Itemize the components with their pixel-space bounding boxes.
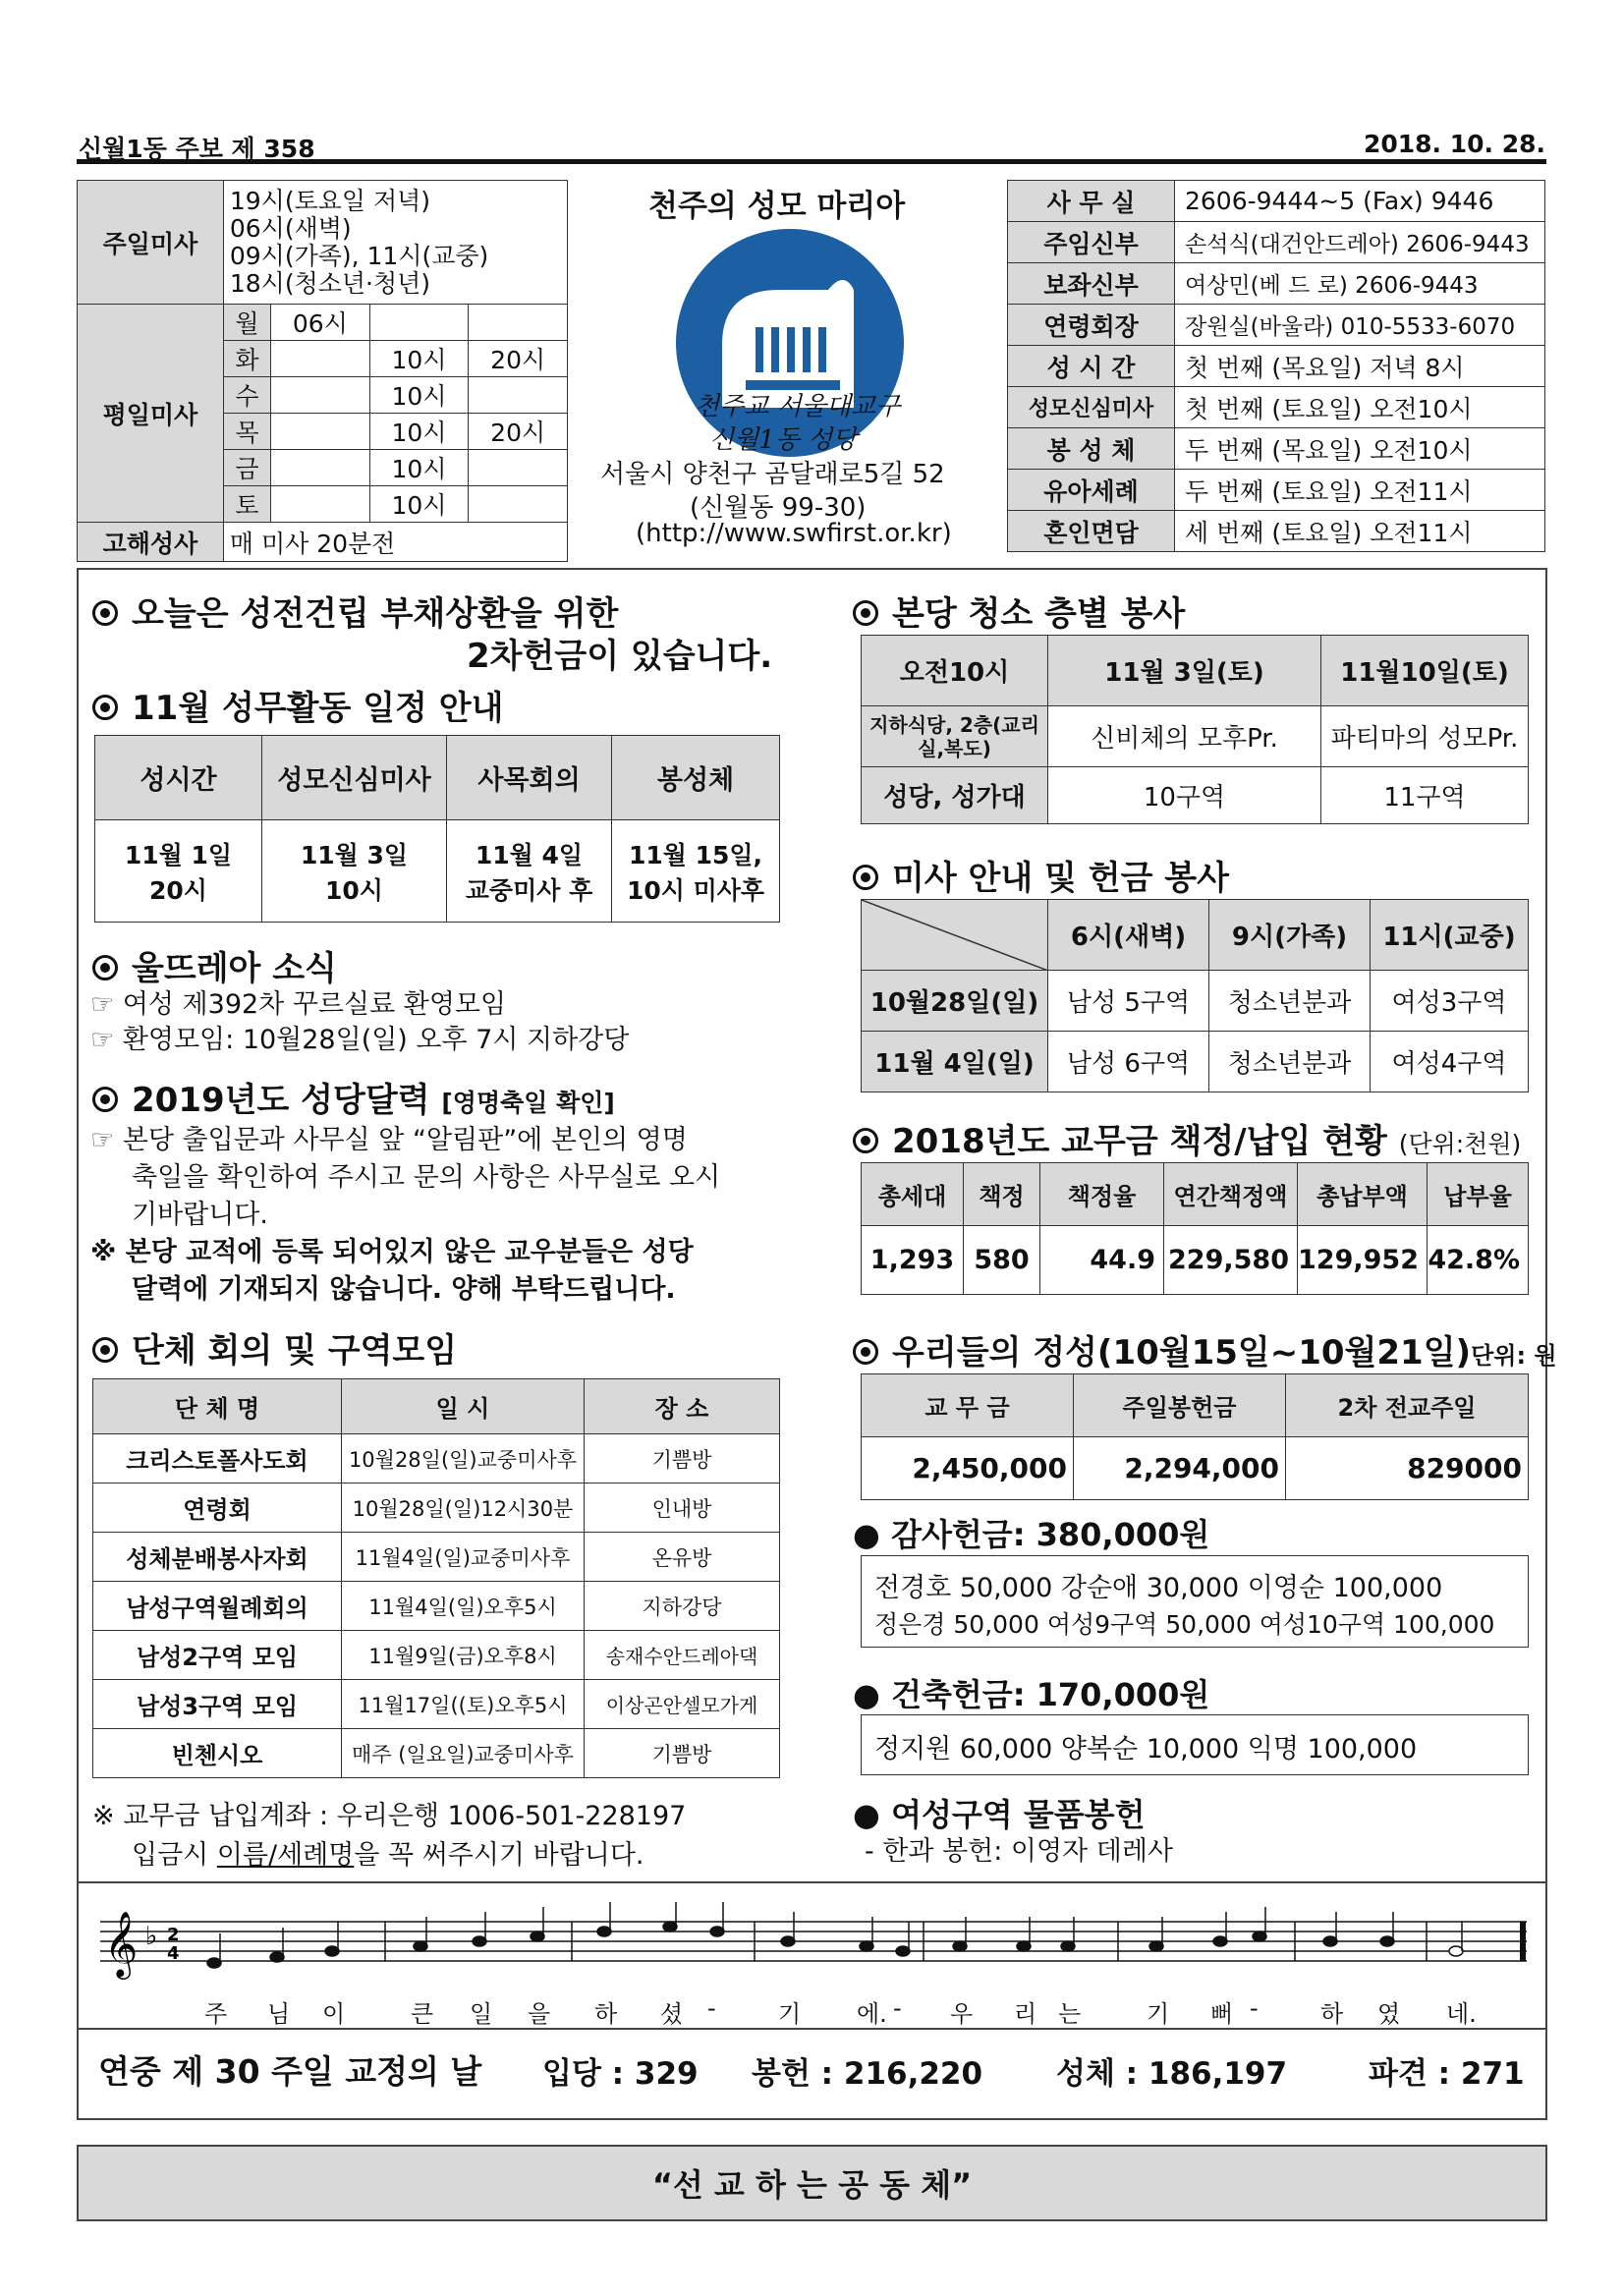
note-head [270, 1952, 284, 1962]
note-head [1323, 1936, 1337, 1946]
cleaning-table: 오전10시 11월 3일(토) 11월10일(토) 지하식당, 2층(교리실,복도) 신비체의 모후Pr. 파티마의 성모Pr. 성당, 성가대 10구역 11구역 [861, 635, 1529, 824]
confession-label: 고해성사 [78, 523, 224, 562]
meetings-title: 단체 회의 및 구역모임 [92, 1323, 457, 1372]
lyric-syllable: 는 [1058, 2000, 1082, 2028]
summary-rule [77, 2028, 1547, 2030]
lyric-syllable: 기 [1147, 2000, 1170, 2028]
communion-count: 성체 : 186,197 [1056, 2056, 1288, 2092]
bullet-icon [92, 1087, 118, 1112]
lyric-syllable: 큰 [411, 2000, 434, 2028]
bullet-icon [92, 600, 118, 626]
bullet-icon [853, 865, 878, 890]
pointing-hand-icon: ☞ [90, 1025, 115, 1055]
sunday-mass-label: 주일미사 [78, 181, 224, 305]
calendar-note-2: 달력에 기재되지 않습니다. 양해 부탁드립니다. [132, 1274, 676, 1305]
bullet-icon [853, 1339, 878, 1365]
lyric-syllable: 일 [470, 2000, 493, 2028]
lyric-syllable: - [1250, 1994, 1259, 2022]
note-head [1449, 1946, 1463, 1956]
women-title: ● 여성구역 물품봉헌 [853, 1796, 1146, 1833]
bulletin-date: 2018. 10. 28. [1363, 130, 1545, 158]
confession-value: 매 미사 20분전 [223, 523, 567, 562]
parish-title: 천주의 성모 마리아 [648, 189, 906, 224]
mass-guide-title: 미사 안내 및 헌금 봉사 [853, 851, 1229, 899]
lyric-syllable: 우 [950, 2000, 974, 2028]
lyric-syllable: - [707, 1994, 716, 2022]
bullet-icon [92, 695, 118, 720]
note-head [710, 1927, 724, 1936]
parish-address2: (신월동 99-30) [690, 493, 867, 523]
diagonal-header-cell [862, 900, 1048, 971]
lyric-syllable: 님 [267, 2000, 291, 2028]
lyric-syllable: 네. [1446, 2000, 1477, 2028]
music-staff-frame [77, 1881, 1547, 1883]
dues-title: 2018년도 교무금 책정/납입 현황 (단위:천원) [853, 1114, 1521, 1162]
table-row: 빈첸시오 매주 (일요일)교중미사후 기쁨방 [93, 1729, 780, 1778]
lyric-syllable: 을 [528, 2000, 551, 2028]
lyric-syllable: 하 [594, 2000, 618, 2028]
ulttreia-item-1: ☞ 여성 제392차 꾸르실료 환영모임 [90, 989, 507, 1020]
calendar-note-1: ※ 본당 교적에 등록 되어있지 않은 교우분들은 성당 [90, 1237, 694, 1267]
note-head [1149, 1941, 1163, 1951]
attendance-count: 입당 : 329 [542, 2056, 699, 2092]
dismissal-count: 파견 : 271 [1369, 2056, 1525, 2092]
note-head [896, 1946, 910, 1956]
calendar-text-3: 기바랍니다. [132, 1200, 268, 1230]
nov-schedule-table: 성시간 성모신심미사 사목회의 봉성체 11월 1일 20시 11월 3일 10시 11월 4일 교중미사 후 11월 15일, 10시 미사후 [94, 735, 780, 923]
calendar-title: 2019년도 성당달력 [영명축일 확인] [92, 1073, 615, 1121]
mass-guide-table: 6시(새벽) 9시(가족) 11시(교중) 10월28일(일) 남성 5구역 청소년분과 여성3구역 11월 4일(일) 남성 6구역 청소년분과 여성4구역 [861, 899, 1529, 1092]
ulttreia-title: 울뜨레아 소식 [92, 941, 337, 989]
note-head [325, 1946, 339, 1956]
logo-script-line2: 신월1동 성당 [709, 425, 858, 455]
notice-second-collection: 오늘은 성전건립 부채상환을 위한 [92, 587, 618, 635]
offerings-table: 교 무 금 주일봉헌금 2차 전교주일 2,450,000 2,294,000 829000 [861, 1373, 1529, 1500]
table-row: 남성3구역 모임 11월17일((토)오후5시 이상곤안셀모가게 [93, 1680, 780, 1729]
treble-clef-icon: 𝄞 [104, 1910, 139, 1977]
pointing-hand-icon: ☞ [90, 989, 115, 1020]
parish-website-link[interactable]: (http://www.swfirst.or.kr) [636, 519, 952, 548]
lyric-syllable: - [893, 1994, 902, 2022]
nov-schedule-title: 11월 성무활동 일정 안내 [92, 681, 503, 729]
note-head [1213, 1936, 1227, 1946]
table-row: 남성구역월례회의 11월4일(일)오후5시 지하강당 [93, 1582, 780, 1631]
cleaning-title: 본당 청소 층별 봉사 [853, 587, 1185, 635]
lyric-syllable: 기 [778, 2000, 802, 2028]
thanks-line-1: 전경호 50,000 강순애 30,000 이영순 100,000 [874, 1573, 1443, 1603]
table-row: 10월28일(일) 남성 5구역 청소년분과 여성3구역 [862, 971, 1529, 1032]
contacts-table: 사 무 실 2606-9444~5 (Fax) 9446 주임신부 손석식(대건안드레아) 2606-9443 보좌신부 여상민(베 드 로) 2606-9443 연령회장 장원실(바울라) 010-5533-6070 성 시 간 첫 번째 (목요일) 저녁 8시 성모신심미사 첫 번째 (토요일) 오전10시 봉 성 체 두 번째 (목요일) 오전10시 유아세례 두 번째 (토요일) 오전11시 혼인면담 세 번째 (토요일) 오전11시 [1007, 180, 1545, 552]
lyric-syllable: 리 [1014, 2000, 1037, 2028]
lyric-syllable: 하 [1320, 2000, 1344, 2028]
note-head [473, 1936, 486, 1946]
lyrics-row [90, 1994, 1535, 2030]
table-row: 남성2구역 모임 11월9일(금)오후8시 송재수안드레아댁 [93, 1631, 780, 1680]
bullet-dot-icon: ● [853, 1516, 880, 1553]
offerings-title: 우리들의 정성(10월15일~10월21일)단위: 원 [853, 1325, 1557, 1373]
time-sig-bottom: 4 [167, 1943, 180, 1964]
weekday-mass-label: 평일미사 [78, 305, 224, 523]
bullet-dot-icon: ● [853, 1676, 880, 1713]
flat-icon: ♭ [145, 1922, 158, 1951]
note-head [781, 1936, 795, 1946]
bullet-dot-icon: ● [853, 1796, 880, 1833]
motto-banner [77, 2145, 1547, 2221]
pointing-hand-icon: ☞ [90, 1125, 115, 1155]
header-rule [77, 159, 1546, 164]
note-head [597, 1927, 611, 1936]
table-row: 11월 4일(일) 남성 6구역 청소년분과 여성4구역 [862, 1032, 1529, 1092]
sunday-title: 연중 제 30 주일 교정의 날 [98, 2052, 482, 2091]
note-head [860, 1941, 873, 1951]
table-row: 크리스토폴사도회 10월28일(일)교중미사후 기쁨방 [93, 1434, 780, 1484]
note-head [1253, 1932, 1266, 1941]
logo-script-line1: 천주교 서울대교구 [695, 392, 901, 421]
table-row: 연령회 10월28일(일)12시30분 인내방 [93, 1484, 780, 1533]
calendar-text-2: 축일을 확인하여 주시고 문의 사항은 사무실로 오시 [132, 1162, 721, 1193]
thanks-title: ● 감사헌금: 380,000원 [853, 1516, 1210, 1553]
sunday-mass-times: 19시(토요일 저녁) 06시(새벽) 09시(가족), 11시(교중) 18시(청소년·청년) [223, 181, 567, 305]
thanks-line-2: 정은경 50,000 여성9구역 50,000 여성10구역 100,000 [874, 1610, 1495, 1639]
lyric-syllable: 에. [857, 2000, 887, 2028]
bulletin-issue: 신월1동 주보 제 358 [79, 135, 315, 163]
women-line-1: - 한과 봉헌: 이영자 데레사 [865, 1836, 1173, 1867]
note-head [1061, 1941, 1075, 1951]
note-head [531, 1932, 544, 1941]
note-head [414, 1941, 427, 1951]
offering-amount: 봉헌 : 216,220 [752, 2056, 983, 2092]
account-note: 입금시 이름/세례명을 꼭 써주시기 바랍니다. [132, 1840, 644, 1871]
final-barline [1520, 1922, 1526, 1961]
bullet-icon [92, 1337, 118, 1363]
note-head [207, 1958, 221, 1968]
ulttreia-item-2: ☞ 환영모임: 10월28일(일) 오후 7시 지하강당 [90, 1025, 630, 1055]
building-title: ● 건축헌금: 170,000원 [853, 1676, 1210, 1713]
note-head [1380, 1936, 1394, 1946]
dues-table: 총세대 책정 책정율 연간책정액 총납부액 납부율 1,293 580 44.9 229,580 129,952 42.8% [861, 1162, 1529, 1295]
bullet-icon [853, 600, 878, 626]
notice-second-collection-line2: 2차헌금이 있습니다. [467, 637, 773, 676]
lyric-syllable: 뻐 [1210, 2000, 1234, 2028]
lyric-syllable: 셨 [660, 2000, 684, 2028]
account-info: ※ 교무금 납입계좌 : 우리은행 1006-501-228197 [92, 1801, 687, 1831]
calendar-text-1: ☞ 본당 출입문과 사무실 앞 “알림판”에 본인의 영명 [90, 1125, 688, 1155]
bullet-icon [853, 1128, 878, 1153]
table-row: 성체분배봉사자회 11월4일(일)교중미사후 온유방 [93, 1533, 780, 1582]
bullet-icon [92, 955, 118, 980]
time-sig-top: 2 [167, 1925, 180, 1945]
motto-text: “선 교 하 는 공 동 체” [651, 2166, 973, 2204]
lyric-syllable: 였 [1377, 2000, 1401, 2028]
meetings-table: 단 체 명 일 시 장 소 크리스토폴사도회 10월28일(일)교중미사후 기쁨방 연령회 10월28일(일)12시30분 인내방 성체분배봉사자회 11월4일(일)교중미사후 온유방 남성구역월례회의 11월4일(일)오후5시 지하강당 남성2구역 모임 11월9일(금)오후8시 송재수안드레아댁 남성3구역 모임 11월17일((토)오후5시 이상곤안셀모가게 빈첸시오 매주 (일요일)교중미사후 기쁨방 [92, 1378, 780, 1778]
mass-schedule-table: 주일미사 19시(토요일 저녁) 06시(새벽) 09시(가족), 11시(교중) 18시(청소년·청년) 평일미사 월 06시 화 10시 20시 수 10시 목 10시 20시 금 10시 토 10시 고해성사 매 미사 20분전 [77, 180, 568, 562]
note-head [1017, 1941, 1031, 1951]
note-head [953, 1941, 967, 1951]
lyric-syllable: 주 [204, 2000, 228, 2028]
building-line-1: 정지원 60,000 양복순 10,000 익명 100,000 [874, 1734, 1418, 1764]
note-head [663, 1922, 677, 1932]
lyric-syllable: 이 [322, 2000, 346, 2028]
parish-address: 서울시 양천구 곰달래로5길 52 [600, 460, 945, 489]
